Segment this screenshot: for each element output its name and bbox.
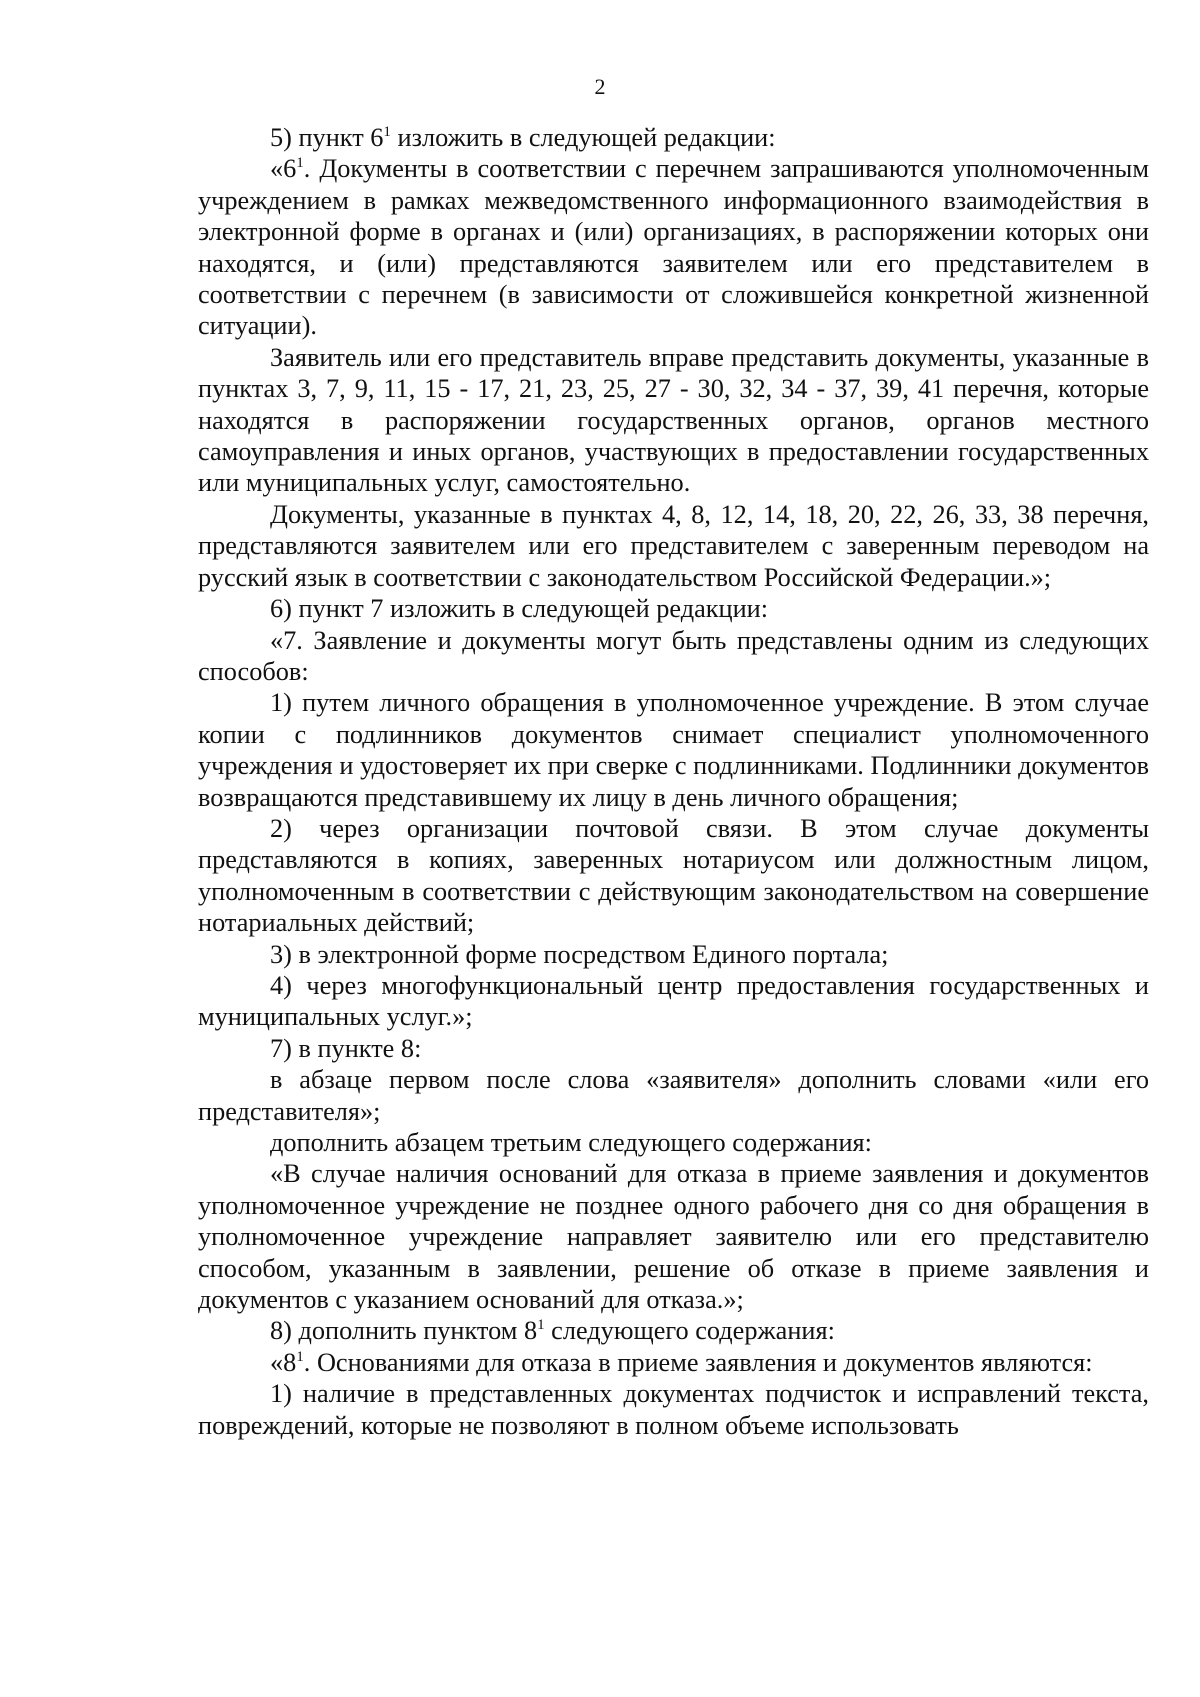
paragraph: в абзаце первом после слова «заявителя» дополнить словами «или его представителя»; [198,1065,1149,1126]
paragraph: дополнить абзацем третьим следующего содержания: [270,1128,872,1157]
paragraph: Заявитель или его представитель вправе представить документы, указанные в пунктах 3, 7, 9, 11, 15 - 17, 21, 23, 25, 27 - 30, 32, 34 - 37, 39, 41 перечня, которые находятся в распоряжении государственных органов, органов местного самоуправления и иных органов, участвующих в предоставлении государственных или муниципальных услуг, самостоятельно. [198,342,1149,498]
page-number: 2 [594,74,606,99]
paragraph: 1) наличие в представленных документах подчисток и исправлений текста, повреждений, которые не позволяют в полном объеме использовать [198,1379,1149,1440]
paragraph: 7) в пункте 8: [270,1033,422,1063]
paragraph: 3) в электронной форме посредством Единого портала; [270,939,889,969]
paragraph: 6) пункт 7 изложить в следующей редакции: [270,594,769,624]
paragraph: 4) через многофункциональный центр предоставления государственных и муниципальных услуг.»; [198,970,1149,1032]
paragraph: Документы, указанные в пунктах 4, 8, 12, 14, 18, 20, 22, 26, 33, 38 перечня, представляются заявителем или его представителем с заверенным переводом на русский язык в соответствии с законодательством Российской Федерации.»; [198,499,1149,592]
document-body [198,122,1149,1441]
paragraph: 1) путем личного обращения в уполномоченное учреждение. В этом случае копии с подлинников документов снимает специалист уполномоченного учреждения и удостоверяет их при сверке с подлинниками. Подлинники документов возвращаются представившему их лицу в день личного обращения; [198,688,1149,812]
paragraph: 5) пункт $6^1$ изложить в следующей редакции: [270,123,776,152]
paragraph: «$8^1$. Основаниями для отказа в приеме заявления и документов являются: [270,1347,1093,1377]
paragraph: «7. Заявление и документы могут быть представлены одним из следующих способов: [198,625,1149,686]
paragraph: «В случае наличия оснований для отказа в приеме заявления и документов уполномоченное учреждение не позднее одного рабочего дня со дня обращения в уполномоченное учреждение направляет заявителю или его представителю способом, указанным в заявлении, решение об отказе в приеме заявления и документов с указанием оснований для отказа.»; [198,1159,1149,1315]
paragraph: 8) дополнить пунктом $8^1$ следующего содержания: [270,1316,835,1346]
paragraph: «$6^1$. Документы в соответствии с перечнем запрашиваются уполномоченным учреждением в рамках межведомственного информационного взаимодействия в электронной форме в органах и (или) организациях, в распоряжении которых они находятся, и (или) представляются заявителем или его представителем в соответствии с перечнем (в зависимости от сложившейся конкретной жизненной ситуации). [198,154,1149,341]
paragraph: 2) через организации почтовой связи. В этом случае документы представляются в копиях, заверенных нотариусом или должностным лицом, уполномоченным в соответствии с действующим законодательством на совершение нотариальных действий; [198,813,1149,938]
